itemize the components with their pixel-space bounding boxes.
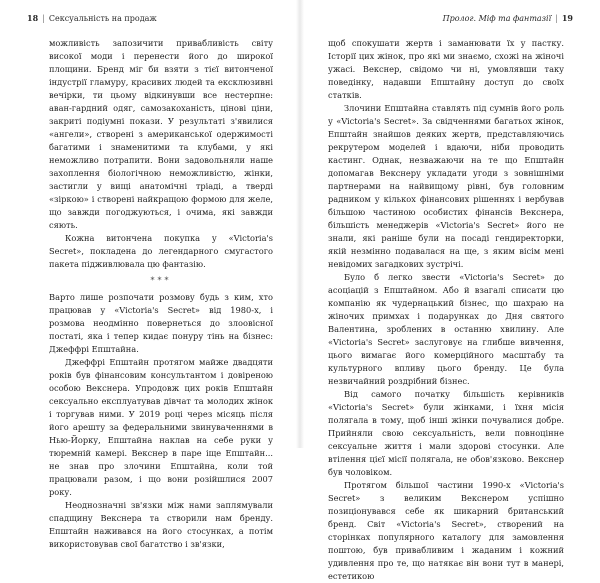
paragraph: Злочини Епштайна ставлять під сумнів його роль у «Victoria's Secret». За свідченнями багатьох жінок, Епштайн знайшов деяких жертв, представляючись рекрутером моделей і вдаючи, ніби проводить кастинг. Однак, незважаючи на те що Епштайн допомагав Векснеру укладати угоди з зовнішніми партнерами на найвищому рівні, був головним радником у кількох фінансових рішеннях і вербував більшою частиною особистих фінансів Векснера, більшість менеджерів «Victoria's Secret» його не знали, які раніше були на посаді гендиректорки, якій незмінно подавалася на ще, з яким вісім мені невідомих загадкових зустрічі. <box>328 103 564 269</box>
left-running-title: Сексуальність на продаж <box>48 14 157 23</box>
paragraph: Варто лише розпочати розмову будь з ким, хто працював у «Victoria's Secret» від 1980-х, і розмова неодмінно повернеться до злоовісної постаті, яка і тепер кидає понуру тінь на бізнес: Джеффрі Епштайна. <box>49 292 273 354</box>
header-separator: | <box>42 14 45 23</box>
paragraph: можливість запозичити привабливість світу високої моди і перенести його до широкої площини. Бренд міг би взяти з тієї витонченої індустрії гламуру, красивих людей та ексклюзивні вечірки, ти цьому відкинувши все нестерпне: аван-гардний одяг, самозакоханість, цінові ціни, закриті подіумні покази. У результаті з'явилися «ангели», створені з американської одержимості багатими і знаменитими та клубами, у які неможливо потрапити. Вони задовольняли наше захоплення біологічною неможливістю, жінки, застигли у вищі анатомічні тріаді, а тверді «зіркою» і створені найкращою формою для желе, що завжди погоджуються, і очима, які завжди сяють. <box>49 38 273 230</box>
paragraph: Від самого початку більшість керівників «Victoria's Secret» були жінками, і їхня місія полягала в тому, щоб інші жінки почувалися добре. Прийняли свою сексуальність, вели повноцінне сексуальне життя і мали здорові стосунки. Але втілення цієї місії полягала, не обов'язково. Векснер був чоловіком. <box>328 389 564 477</box>
right-page-body <box>328 37 564 583</box>
right-page-number: 19 <box>561 13 573 23</box>
header-separator: | <box>555 14 558 23</box>
paragraph: Кожна витончена покупка у «Victoria's Secret», покладена до легендарного смугастого пакета підживлювала цю фантазію. <box>49 233 273 269</box>
paragraph: Неоднозначні зв'язки між нами заплямували спадщину Векснера та створили нам бренду. Епштайн наживався на його стосунках, а потім використовував свої багатство і зв'язки, <box>49 500 273 549</box>
right-running-header <box>443 13 573 24</box>
paragraph: Протягом більшої частини 1990-х «Victoria's Secret» з великим Векснером успішно позиціонувався себе як шикарний британський бренд. Світ «Victoria's Secret», створений на сторінках популярного каталогу для замовлення поштою, був привабливим і жаданим і кожний удивлення про те, що натякає він вони тут в манері, естетикою <box>328 480 564 581</box>
left-page-number: 18 <box>27 13 39 23</box>
paragraph: щоб спокушати жертв і заманювати їх у пастку. Історії цих жінок, про які ми знаємо, схожі на жіночі ужасі. Векснер, свідомо чи ні, умовлявши таку поведінку, надавши Епштайну доступ до своїх статків. <box>328 38 564 100</box>
paragraph: Було б легко звести «Victoria's Secret» до асоціацій з Епштайном. Або й взагалі списати цю компанію як чудернацький бізнес, що шахраю на жіночих примхах і подарунках до Дня святого Валентина, зроблених в останню хвилину. Але «Victoria's Secret» заслуговує на глибше вивчення, цього вимагає його комерційного масштабу та культурного впливу цього бренду. Це була незвичайний роздрібний бізнес. <box>328 272 564 386</box>
right-page <box>302 0 600 581</box>
left-page <box>0 0 298 549</box>
left-running-header <box>27 13 157 24</box>
section-break: *** <box>150 276 172 285</box>
left-page-body <box>49 37 273 551</box>
paragraph: Джеффрі Епштайн протягом майже двадцяти років був фінансовим консультантом і довіреною особою Векснера. Упродовж цих років Епштайн сексуально експлуатував дівчат та молодих жінок і торгував ними. У 2019 році через місяць після його арешту за федеральними звинуваченнями в Нью-Йорку, Епштайна наклав на себе руки у тюремній камері. Векснер в паре іще Епштайн... не знав про злочини Епштайна, коли той працювали разом, і що вони розійшлися 2007 року. <box>49 357 273 497</box>
right-running-title: Пролог. Міф та фантазії <box>442 14 552 23</box>
